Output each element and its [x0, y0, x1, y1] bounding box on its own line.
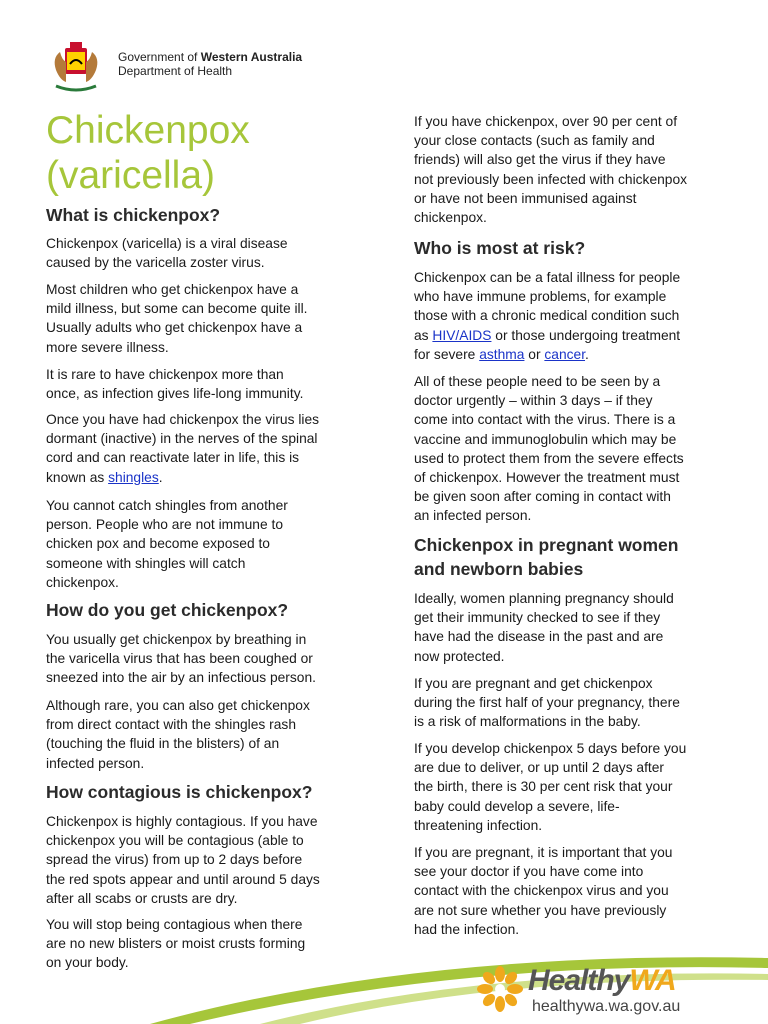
- paragraph: If you develop chickenpox 5 days before you are due to deliver, or up until 2 days after the birth, there is 30 per cent risk that your baby could develop a severe, life- threatening infection.: [414, 741, 687, 833]
- shingles-link[interactable]: shingles: [108, 469, 159, 485]
- paragraph: You will stop being contagious when there are no new blisters or moist crusts forming on your body.: [46, 917, 306, 971]
- page-title: Chickenpox (varicella): [46, 109, 250, 197]
- healthywa-url: healthywa.wa.gov.au: [532, 998, 681, 1015]
- cancer-link[interactable]: cancer: [544, 346, 586, 362]
- healthywa-sun-icon: [476, 965, 524, 1013]
- asthma-link[interactable]: asthma: [479, 346, 525, 362]
- gov-header: [48, 40, 368, 96]
- paragraph: Although rare, you can also get chickenpox from direct contact with the shingles rash (touching the fluid in the blisters) of an infected person.: [46, 698, 310, 771]
- paragraph: You cannot catch shingles from another person. People who are not immune to chicken pox and become exposed to someone with shingles will catch chickenpox.: [46, 498, 288, 590]
- paragraph: Once you have had chickenpox the virus lies dormant (inactive) in the nerves of the spinal cord and can reactivate later in life, this is known as shingles.: [46, 412, 320, 485]
- paragraph: Chickenpox (varicella) is a viral disease caused by the varicella zoster virus.: [46, 236, 288, 271]
- heading-what-is: What is chickenpox?: [46, 205, 221, 225]
- paragraph: If you are pregnant, it is important that you see your doctor if you have come into contact with the chickenpox virus and you are not sure whether you have previously had the infection.: [414, 845, 673, 937]
- paragraph: Ideally, women planning pregnancy should get their immunity checked to see if they have had the disease in the past and are now protected.: [414, 591, 674, 664]
- healthywa-brand: HealthyWA: [528, 964, 676, 997]
- heading-pregnant-women: Chickenpox in pregnant women and newborn babies: [414, 535, 679, 579]
- paragraph: It is rare to have chickenpox more than once, as infection gives life-long immunity.: [46, 367, 304, 402]
- paragraph: Chickenpox can be a fatal illness for people who have immune problems, for example those with a chronic medical condition such as HIV/AIDS or those undergoing treatment for severe asthma or cancer.: [414, 270, 681, 362]
- department-name: Department of Health: [118, 64, 233, 78]
- heading-most-at-risk: Who is most at risk?: [414, 238, 586, 258]
- hiv-aids-link[interactable]: HIV/AIDS: [432, 327, 492, 343]
- paragraph: Most children who get chickenpox have a mild illness, but some can become quite ill. Usually adults who get chickenpox have a more severe illness.: [46, 282, 308, 355]
- paragraph: If you are pregnant and get chickenpox during the first half of your pregnancy, there is a risk of malformations in the baby.: [414, 676, 680, 730]
- paragraph: If you have chickenpox, over 90 per cent of your close contacts (such as family and friends) will also get the virus if they have not previously been infected with chickenpox or have not been immunised against chickenpox.: [414, 114, 688, 226]
- heading-how-get: How do you get chickenpox?: [46, 600, 289, 620]
- heading-how-contagious: How contagious is chickenpox?: [46, 782, 313, 802]
- org-name: Government of Western Australia Department of Health: [118, 50, 303, 78]
- wa-coat-of-arms-icon: [48, 40, 104, 94]
- paragraph: All of these people need to be seen by a doctor urgently – within 3 days – if they come into contact with the virus. There is a vaccine and immunoglobulin which may be used to protect them from the severe effects of chickenpox. However the treatment must be given soon after coming in contact with an infected person.: [414, 374, 684, 524]
- paragraph: Chickenpox is highly contagious. If you have chickenpox you will be contagious (able to spread the virus) from up to 2 days before the red spots appear and until around 5 days after all scabs or crusts are dry.: [46, 814, 320, 906]
- paragraph: You usually get chickenpox by breathing in the varicella virus that has been coughed or sneezed into the air by an infectious person.: [46, 632, 316, 686]
